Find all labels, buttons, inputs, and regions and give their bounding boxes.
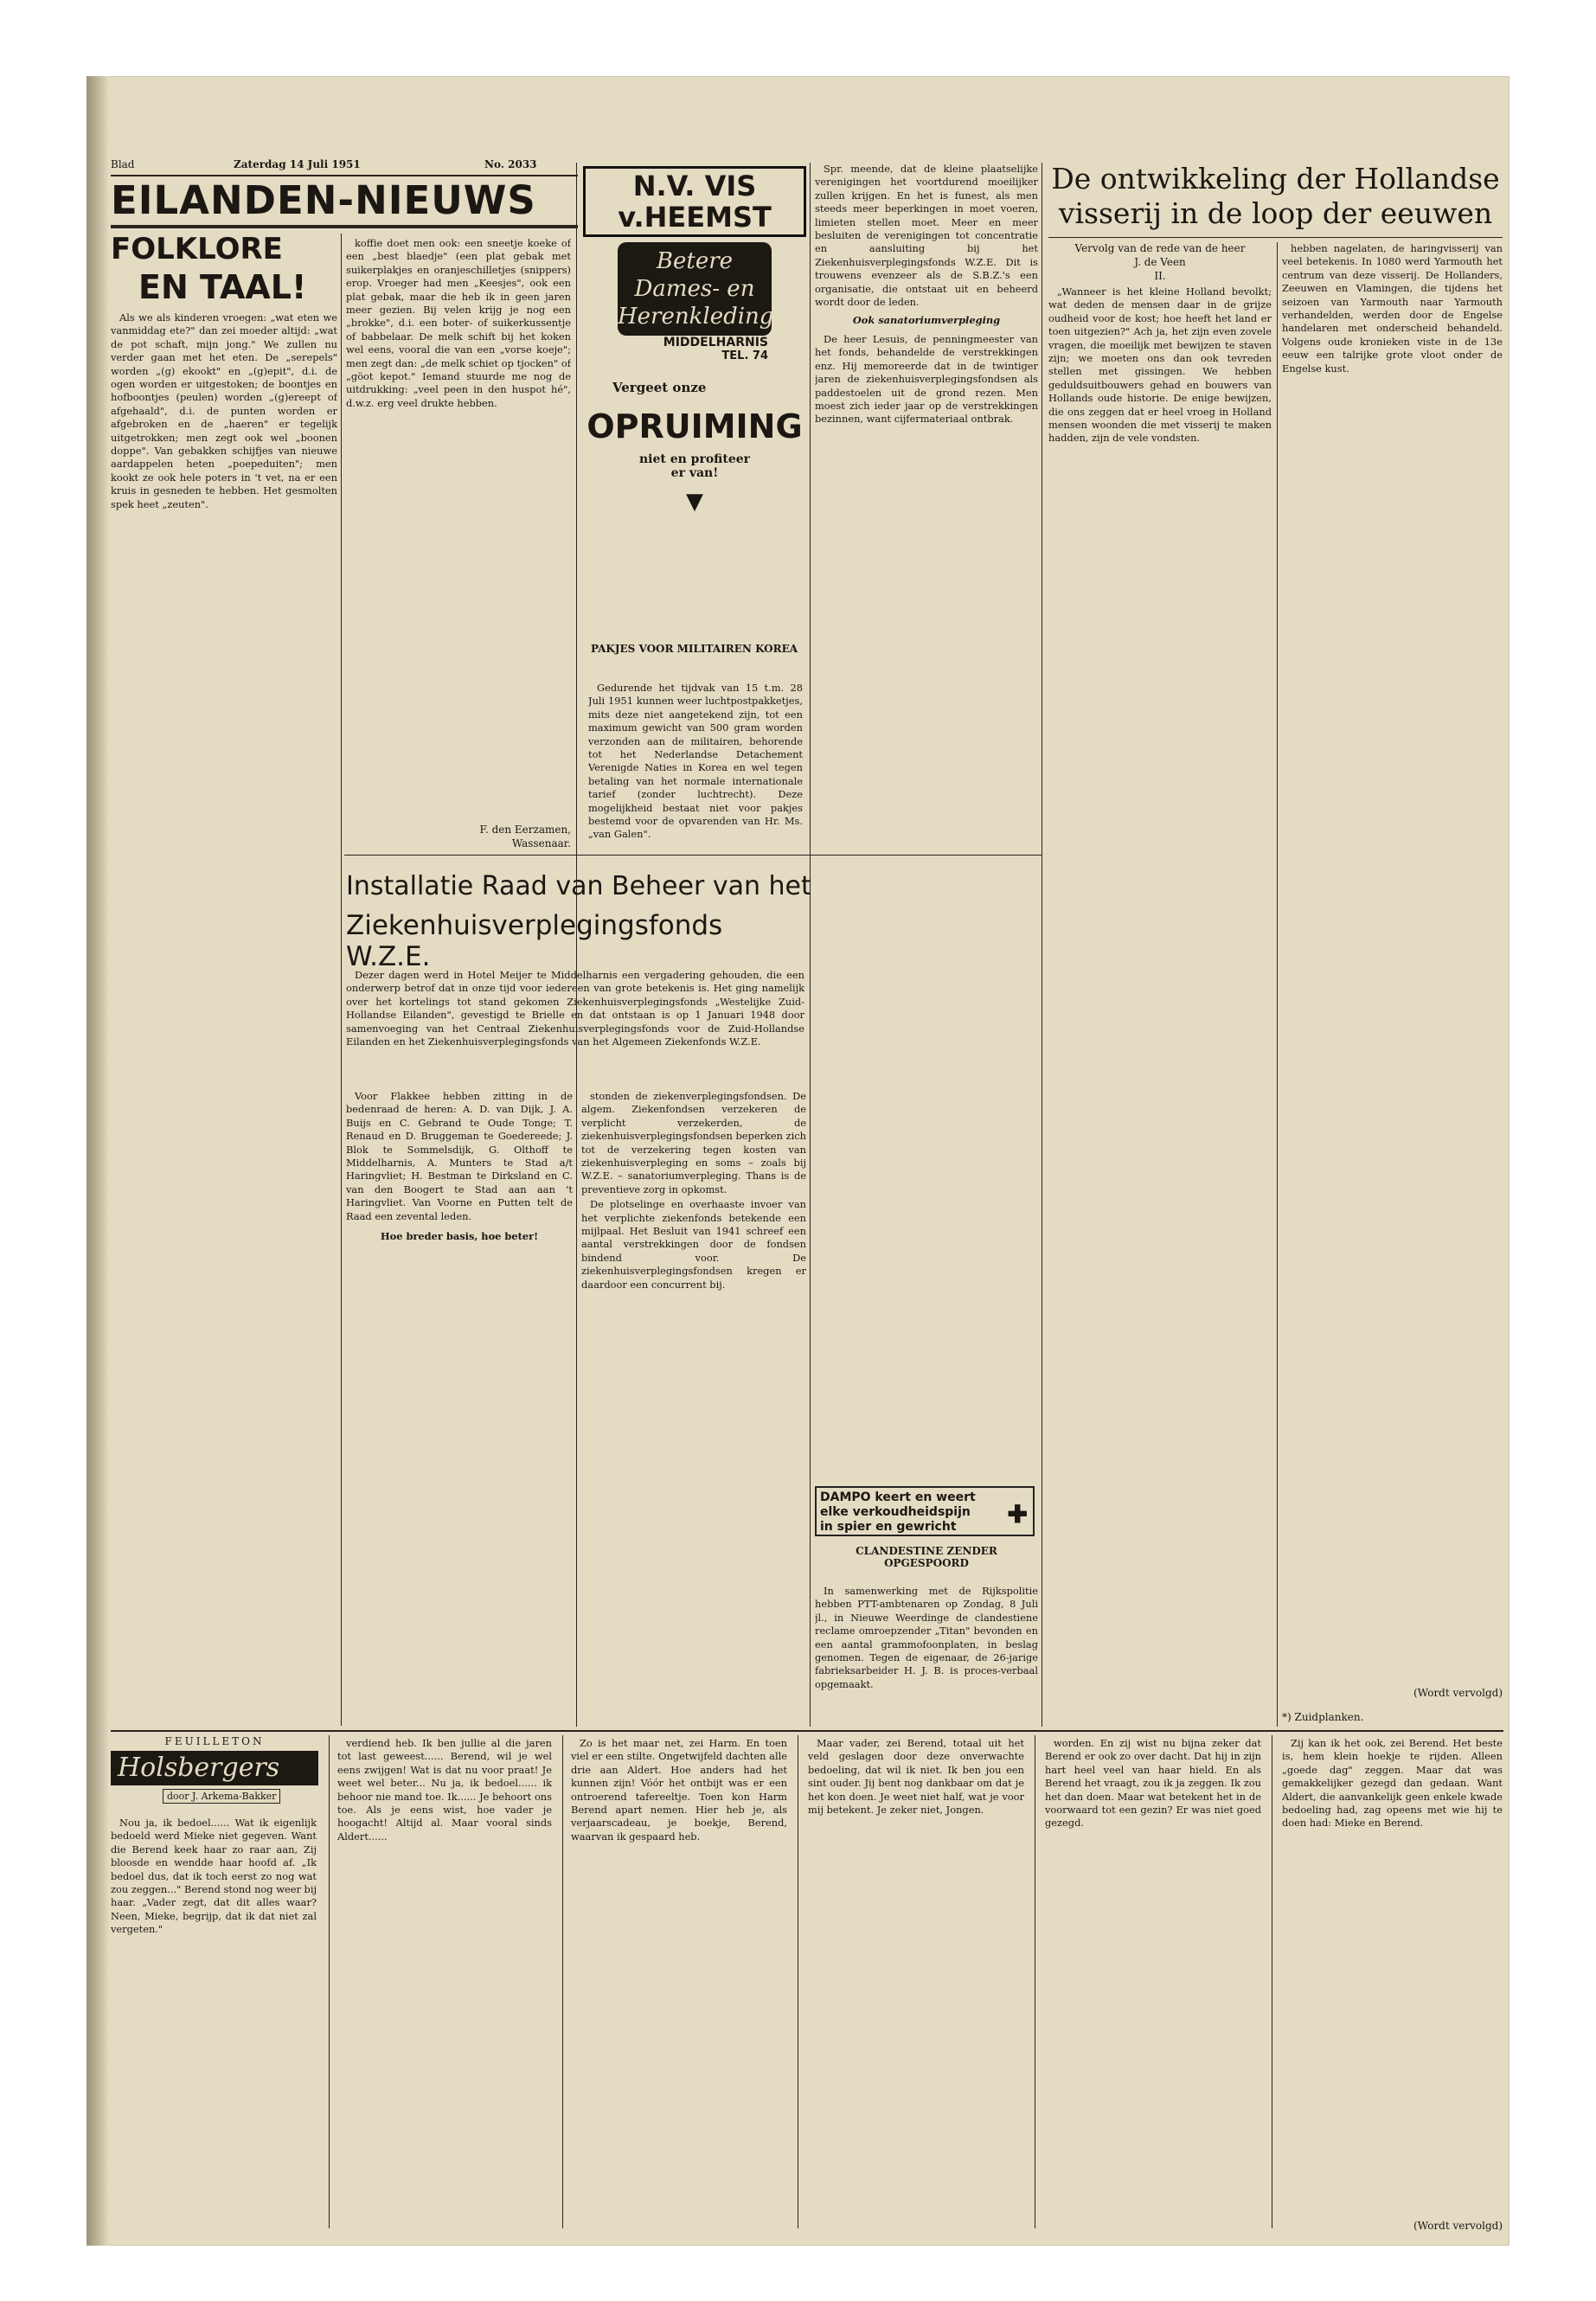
column-rule [341, 234, 342, 1726]
visserij-body2: hebben nagelaten, de haringvisserij van veel betekenis. In 1080 werd Yarmouth het centrum van deze visserij. De Hollanders, Zeeuwen en Vlamingen, die tijdens het seizoen van Yarmouth naar Yarmouth verhandelden, werden door de Engelse handelaren met onderscheid behandeld. Volgens oude kronieken viste in de 13e eeuw een talrijke grote vloot onder de Engelse kust. [1282, 242, 1503, 375]
column-rule [329, 1735, 330, 2228]
feuilleton-col-2 [337, 1737, 552, 2230]
ad-line3: Herenkleding [618, 304, 774, 330]
folklore-body: Als we als kinderen vroegen: „wat eten we vanmiddag ete?" dan zei moeder altijd: „wat de pot schaft, mijn jong." We zullen nu verder gaan met het eten. De „serepels" worden „(g) ekookt" en „(g)epit", d.i. de ogen worden er uitgestoken; de boontjes en hofboontjes (peulen) worden „(g)ereept of afgehaald", d.i. de punten worden er afgebroken en de „haeren" er tegelijk uitgetrokken; men zegt ook wel „boonen doppe". Van gebakken schijfjes van nieuwe aardappelen heten „poepeduiten"; men kookt ze ook hele poters in 't vet, na er een kruis in gesneden te hebben. Het gesmolten spek heet „zeuten". [111, 311, 337, 510]
visserij-cont: (Wordt vervolgd) [1413, 1687, 1503, 1699]
ad-town: MIDDELHARNIS [663, 336, 768, 349]
feuilleton-col-4 [808, 1737, 1024, 2230]
dampo-advertisement [815, 1486, 1035, 1536]
visserij-sub1: Vervolg van de rede van de heer [1074, 242, 1246, 254]
feuilleton-c1: Nou ja, ik bedoel...... Wat ik eigenlijk bedoeld werd Mieke niet gegeven. Want die Berend keek haar zo raar aan, Zij bloosde en wendde haar hoofd af. „Ik bedoel dus, dat ik toch eerst zo nog wat zou zeggen..." Berend stond nog weer bij haar. „Vader zegt, dat dit alles waar? Neen, Mieke, begrijp, dat ik dat niet zal vergeten." [111, 1817, 317, 1936]
visserij-title-2: visserij in de loop der eeuwen [1058, 197, 1493, 230]
visserij-roman: II. [1154, 270, 1166, 282]
koffie-body: koffie doet men ook: een sneetje koeke of een „best blaedje" (een plat gebak met suikerplakjes en oranjeschilletjes (snippers) erop. Vroeger had men „Keesjes", ook een plat gebak, maar die heb ik in geen jaren meer gezien. Bij velen krijg je nog een „brokke", d.i. een boter- of suikerkussentje of babbelaar. De melk schift bij het koken wel eens, vooral die van een „vorse koeje"; men zegt dan: „de melk schiet op tjocken" of „göot kepot." Iemand stuurde me nog de uitdrukking: „veel peen in den huspot hé", d.w.z. erg veel drukte hebben. [346, 237, 571, 409]
visserij-footnote: *) Zuidplanken. [1282, 1711, 1364, 1723]
dampo-line2: elke verkoudheidspijn [820, 1505, 971, 1519]
visserij-title-1: De ontwikkeling der Hollandse [1051, 163, 1500, 195]
clandestine-body: In samenwerking met de Rijkspolitie hebben PTT-ambtenaren op Zondag, 8 Juli jl., in Nieuwe Weerdinge de clandestiene reclame omroepzender „Titan" bevonden en een aantal grammofoonplaten, in beslag genomen. Tegen de eigenaar, de 26-jarige fabrieksarbeider H. J. B. is proces-verbaal opgemaakt. [815, 1585, 1038, 1690]
masthead-title: EILANDEN-NIEUWS [111, 178, 536, 223]
visserij-sub2: J. de Veen [1134, 256, 1186, 268]
dampo-line3: in spier en gewricht [820, 1520, 957, 1534]
installatie-title-2: Ziekenhuisverplegingsfonds W.Z.E. [346, 910, 723, 972]
newspaper-page [87, 76, 1509, 2246]
installatie-title-1: Installatie Raad van Beheer van het [346, 872, 811, 901]
ad-sale: OPRUIMING [586, 407, 803, 445]
masthead-number: No. 2033 [484, 158, 537, 170]
installatie-col-a [346, 1090, 573, 1713]
clandestine-title: CLANDESTINE ZENDER OPGESPOORD [856, 1545, 997, 1569]
koffie-signoff: F. den Eerzamen, [479, 824, 571, 836]
spr-body2: De heer Lesuis, de penningmeester van het fonds, behandelde de verstrekkingen enz. Hij memoreerde dat in de twintiger jaren de ziekenhuisverplegingsfondsen als paddestoelen uit de grond rezen. Men moest zich ieder jaar op de verstrekkingen bezinnen, want cijfermateriaal ontbrak. [815, 332, 1038, 426]
clothing-advertisement [583, 163, 806, 630]
feuilleton-c3: Zo is het maar net, zei Harm. En toen viel er een stilte. Ongetwijfeld dachten alle drie aan Aldert. Hoe anders had het kunnen zijn! Vóór het ontbijt was er een ontroerend tafereeltje. Toen kon Harm Berend apart nemen. Hier heb je, als verjaarscadeau, je boekje, Berend, waarvan ik gespaard heb. [571, 1737, 787, 1843]
folklore-article [111, 311, 337, 1661]
installatie-col-b-text: stonden de ziekenverplegingsfondsen. De algem. Ziekenfondsen verzekeren de verplicht verzekerden, de ziekenhuisverplegingsfondsen beperken zich tot de verzekering tegen kosten van ziekenhuisverpleging en soms – zoals bij W.Z.E. – sanatoriumverpleging. Thans is de preventieve zorg in opkomst. [581, 1090, 806, 1195]
cross-icon: ✚ [1007, 1500, 1028, 1529]
feuilleton-c6: Zij kan ik het ook, zei Berend. Het beste is, hem klein hoekje te rijden. Alleen „goede dag" zeggen. Maar dat was gemakkelijker gezegd dan gedaan. Want Aldert, die aanvankelijk geen enkele kwade bedoeling had, zag opeens met wie hij te doen had: Mieke en Berend. [1282, 1737, 1503, 1830]
folklore-title-2: EN TAAL! [138, 268, 307, 306]
ad-tel: TEL. 74 [721, 349, 768, 362]
visserij-col-b [1282, 242, 1503, 1678]
feuilleton-col-3 [571, 1737, 787, 2230]
down-arrow-icon: ▼ [686, 489, 703, 515]
installatie-subhead: Hoe breder basis, hoe beter! [380, 1230, 539, 1243]
installatie-col-a-text: Voor Flakkee hebben zitting in de bedenraad de heren: A. D. van Dijk, J. A. Buijs en C. Gebrand te Oude Tonge; T. Renaud en D. Bruggeman te Goedereede; J. Blok te Sommelsdijk, G. Olthoff te Middelharnis, A. Munters te Stad a/t Haringvliet; H. Bestman te Dirksland en C. van den Boogert te Stad aan aan 't Haringvliet. Van Voorne en Putten telt de Raad een zevental leden. [346, 1090, 573, 1222]
koffie-article [346, 237, 571, 843]
feuilleton-c4: Maar vader, zei Berend, totaal uit het veld geslagen door deze onverwachte bedoeling, dat wil ik niet. Ik ben jou een sint ouder. Jij bent nog dankbaar om dat je het kon doen. Je weet niet half, wat je voor mij betekent. Je zeker niet, Jongen. [808, 1737, 1024, 1817]
ad-forget: Vergeet onze [612, 380, 707, 395]
pakjes-body: Gedurende het tijdvak van 15 t.m. 28 Juli 1951 kunnen weer luchtpostpakketjes, mits deze niet aangetekend zijn, tot een maximum gewicht van 500 gram worden verzonden aan de militairen, behorende tot het Nederlandse Detachement Verenigde Naties in Korea en wel tegen betaling van het normale internationale tarief (zonder luchtrecht). Deze mogelijkheid bestaat niet voor pakjes bestemd voor de opvarenden van Hr. Ms. „van Galen". [588, 682, 803, 841]
folklore-title-1: FOLKLORE [111, 232, 283, 266]
ad-now: er van! [670, 466, 719, 480]
spr-article [815, 163, 1038, 1477]
feuilleton-col-6 [1282, 1737, 1503, 2230]
feuilleton-col-5 [1045, 1737, 1261, 2230]
feuilleton-rule [111, 1730, 1503, 1732]
pakjes-title: PAKJES VOOR MILITAIREN KOREA [590, 643, 798, 655]
visserij-body: „Wanneer is het kleine Holland bevolkt; wat deden de mensen daar in de grijze oudheid voor de kost; hoe heeft het land er toen uitgezien?" Ach ja, het zijn even zovele vragen, die moeilijk met bewijzen te staven zijn; we moeten ons dan ook tevreden stellen met gissingen. We hebben geduldsuitbouwers gehad en bouwers van Hollands oude historie. De enige bewijzen, die ons zeggen dat er heel vroeg in Holland mensen woonden die met visserij te maken hadden, zijn de vele vondsten. [1048, 285, 1272, 445]
feuilleton-c2: verdiend heb. Ik ben jullie al die jaren tot last geweest...... Berend, wil je wel eens zwijgen! Wat is dat nu voor praat! Je weet wel beter... Nu ja, ik bedoel...... ik behoor nie mand toe. Ik...... Je behoort ons toe. Als je eens wist, hoe vader je hoogacht! Altijd al. Maar vooral sinds Aldert...... [337, 1737, 552, 1843]
feuilleton-c5: worden. En zij wist nu bijna zeker dat Berend er ook zo over dacht. Dat hij in zijn hart heel veel van haar hield. En als Berend het vraagt, zou ik ja zeggen. Ik zou het dan doen. Maar wat betekent het in de voorwaard tot een gezin? Er was niet goed gezegd. [1045, 1737, 1261, 1830]
installatie-col-b [581, 1090, 806, 1713]
ad-line1: Betere [656, 248, 734, 274]
feuilleton-header [111, 1735, 318, 1804]
column-rule [1277, 242, 1278, 1727]
pakjes-article [588, 682, 803, 846]
installatie-intro [346, 969, 804, 1081]
column-rule [562, 1735, 563, 2228]
installatie-col-c-text: De plotselinge en overhaaste invoer van het verplichte ziekenfonds betekende een mijlpaal. Het Besluit van 1941 schreef een aantal verstrekkingen door de fondsen bindend voor. De ziekenhuisverplegingsfondsen kregen er daardoor een concurrent bij. [581, 1198, 806, 1291]
masthead-blad: Blad [111, 158, 135, 170]
visserij-col-a [1048, 285, 1272, 1721]
spr-subhead: Ook sanatoriumverpleging [852, 314, 1001, 327]
masthead-rule-top [111, 175, 578, 176]
masthead-rule-bottom [111, 225, 578, 228]
visserij-rule [1048, 237, 1503, 238]
dampo-line1: DAMPO keert en weert [820, 1490, 976, 1504]
installatie-intro-text: Dezer dagen werd in Hotel Meijer te Middelharnis een vergadering gehouden, die een onderwerp betrof dat in onze tijd voor iedereen van grote betekenis is. Het ging namelijk over het kortelings tot stand gekomen Ziekenhuisverplegingsfonds „Westelijke Zuid-Hollandse Eilanden", gevestigd te Brielle en dat ontstaan is op 1 Januari 1948 door samenvoeging van het Centraal Ziekenhuisverplegingsfonds voor de Zuid-Hollandse Eilanden en het Ziekenhuisverplegingsfonds van het Algemeen Ziekenfonds W.Z.E. [346, 969, 804, 1048]
clandestine-article [815, 1585, 1038, 1723]
spr-body: Spr. meende, dat de kleine plaatselijke verenigingen het voortdurend moeilijker zullen krijgen. En het is funest, als men steeds meer beperkingen in moet voeren, limieten stellen moet. Meer en meer besluiten de verenigingen tot concentratie en aansluiting bij het Ziekenhuisverplegingsfonds W.Z.E. Dit is trouwens evenzeer als de S.B.Z.'s een organisatie, die ontstaat uit en beheerd wordt door de leden. [815, 163, 1038, 309]
feuilleton-title: Holsbergers [111, 1751, 318, 1785]
feuilleton-col-1 [111, 1817, 317, 2232]
koffie-place: Wassenaar. [511, 837, 571, 849]
page-fold-shadow [87, 76, 109, 2246]
ad-brand: N.V. VIS v.HEEMST [583, 166, 806, 237]
feuilleton-author: door J. Arkema-Bakker [163, 1789, 280, 1804]
feuilleton-cont: (Wordt vervolgd) [1413, 2220, 1503, 2232]
ad-profit: niet en profiteer [638, 452, 751, 466]
masthead-date: Zaterdag 14 Juli 1951 [234, 158, 361, 170]
feuilleton-label: FEUILLETON [164, 1735, 265, 1747]
ad-line2: Dames- en [634, 276, 755, 302]
ad-script-box [618, 242, 772, 336]
